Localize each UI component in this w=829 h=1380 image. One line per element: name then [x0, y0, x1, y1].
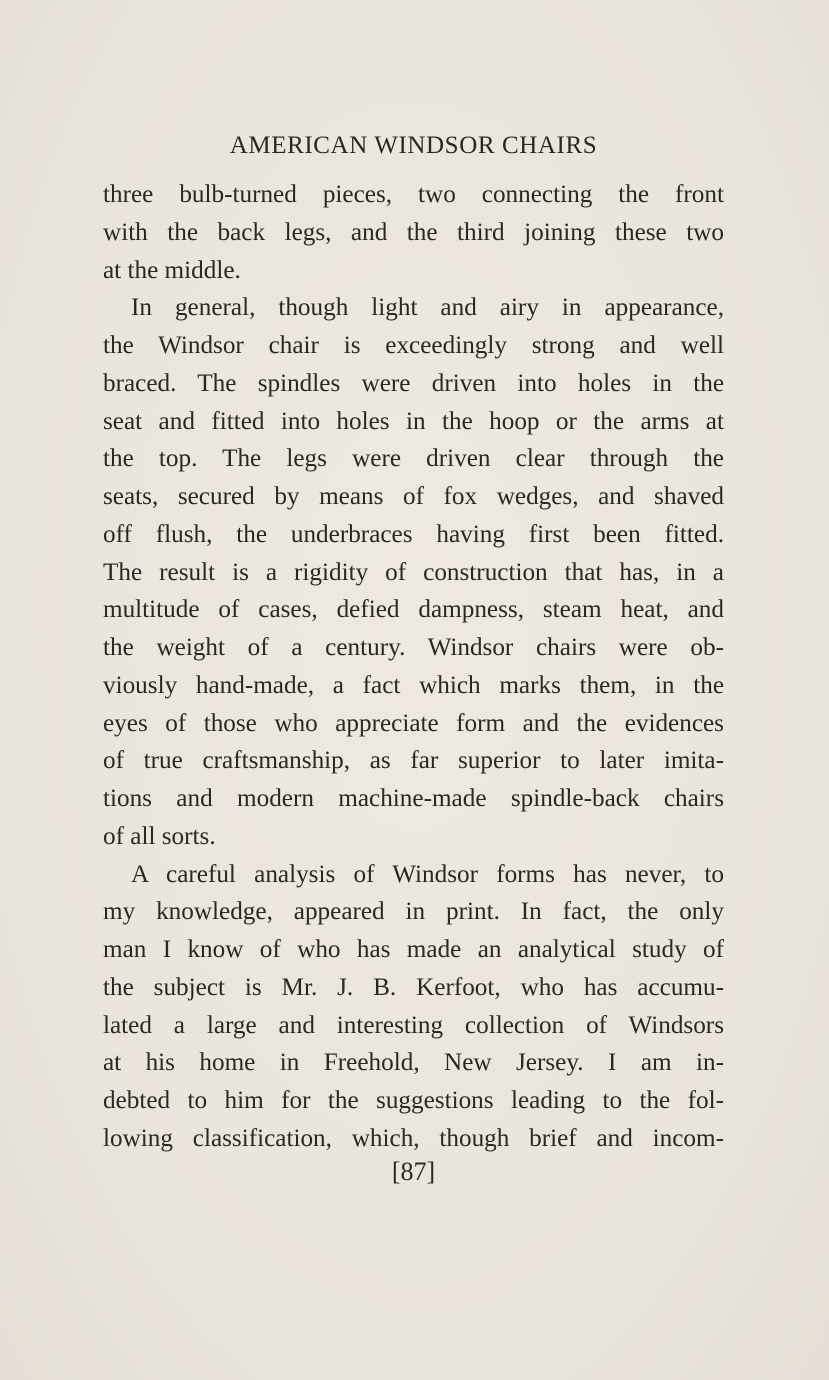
text-line: debted to him for the suggestions leading to the fol-	[103, 1087, 724, 1114]
text-line: seats, secured by means of fox wedges, and shaved	[103, 483, 724, 510]
text-line: viously hand-made, a fact which marks them, in the	[103, 671, 724, 699]
text-line: three bulb-turned pieces, two connecting the front	[103, 181, 724, 208]
text-line: of all sorts.	[103, 822, 216, 850]
text-line: at the middle.	[103, 256, 241, 284]
text-line: the weight of a century. Windsor chairs were ob-	[103, 634, 724, 661]
text-line: of true craftsmanship, as far superior to later imita-	[103, 747, 724, 775]
text-line: braced. The spindles were driven into holes in the	[103, 369, 724, 397]
text-line: the Windsor chair is exceedingly strong and well	[103, 332, 724, 359]
text-line: A careful analysis of Windsor forms has never, to	[131, 860, 724, 888]
text-line: with the back legs, and the third joining these two	[103, 218, 724, 246]
page-number: [87]	[391, 1157, 436, 1186]
paragraph-1	[103, 176, 724, 289]
text-line: the subject is Mr. J. B. Kerfoot, who has accumu-	[103, 973, 724, 1001]
body-text	[103, 176, 724, 1158]
text-line: lowing classification, which, though brief and incom-	[103, 1124, 724, 1152]
text-line: In general, though light and airy in appearance,	[131, 294, 724, 322]
text-line: tions and modern machine-made spindle-back chairs	[103, 785, 724, 812]
text-line: lated a large and interesting collection of Windsors	[103, 1011, 724, 1039]
text-line: multitude of cases, defied dampness, steam heat, and	[103, 596, 724, 624]
paragraph-3	[103, 856, 724, 1158]
text-line: man I know of who has made an analytical study of	[103, 936, 724, 963]
text-line: the top. The legs were driven clear through the	[103, 445, 724, 473]
text-line: seat and fitted into holes in the hoop or the arms at	[103, 407, 724, 435]
text-line: my knowledge, appeared in print. In fact, the only	[103, 898, 724, 926]
text-line: off flush, the underbraces having first been fitted.	[103, 520, 724, 548]
text-line: The result is a rigidity of construction that has, in a	[103, 558, 724, 586]
paragraph-2	[103, 289, 724, 855]
text-line: eyes of those who appreciate form and the evidences	[103, 709, 724, 737]
running-head: AMERICAN WINDSOR CHAIRS	[229, 132, 598, 159]
text-line: at his home in Freehold, New Jersey. I am in-	[103, 1049, 724, 1077]
